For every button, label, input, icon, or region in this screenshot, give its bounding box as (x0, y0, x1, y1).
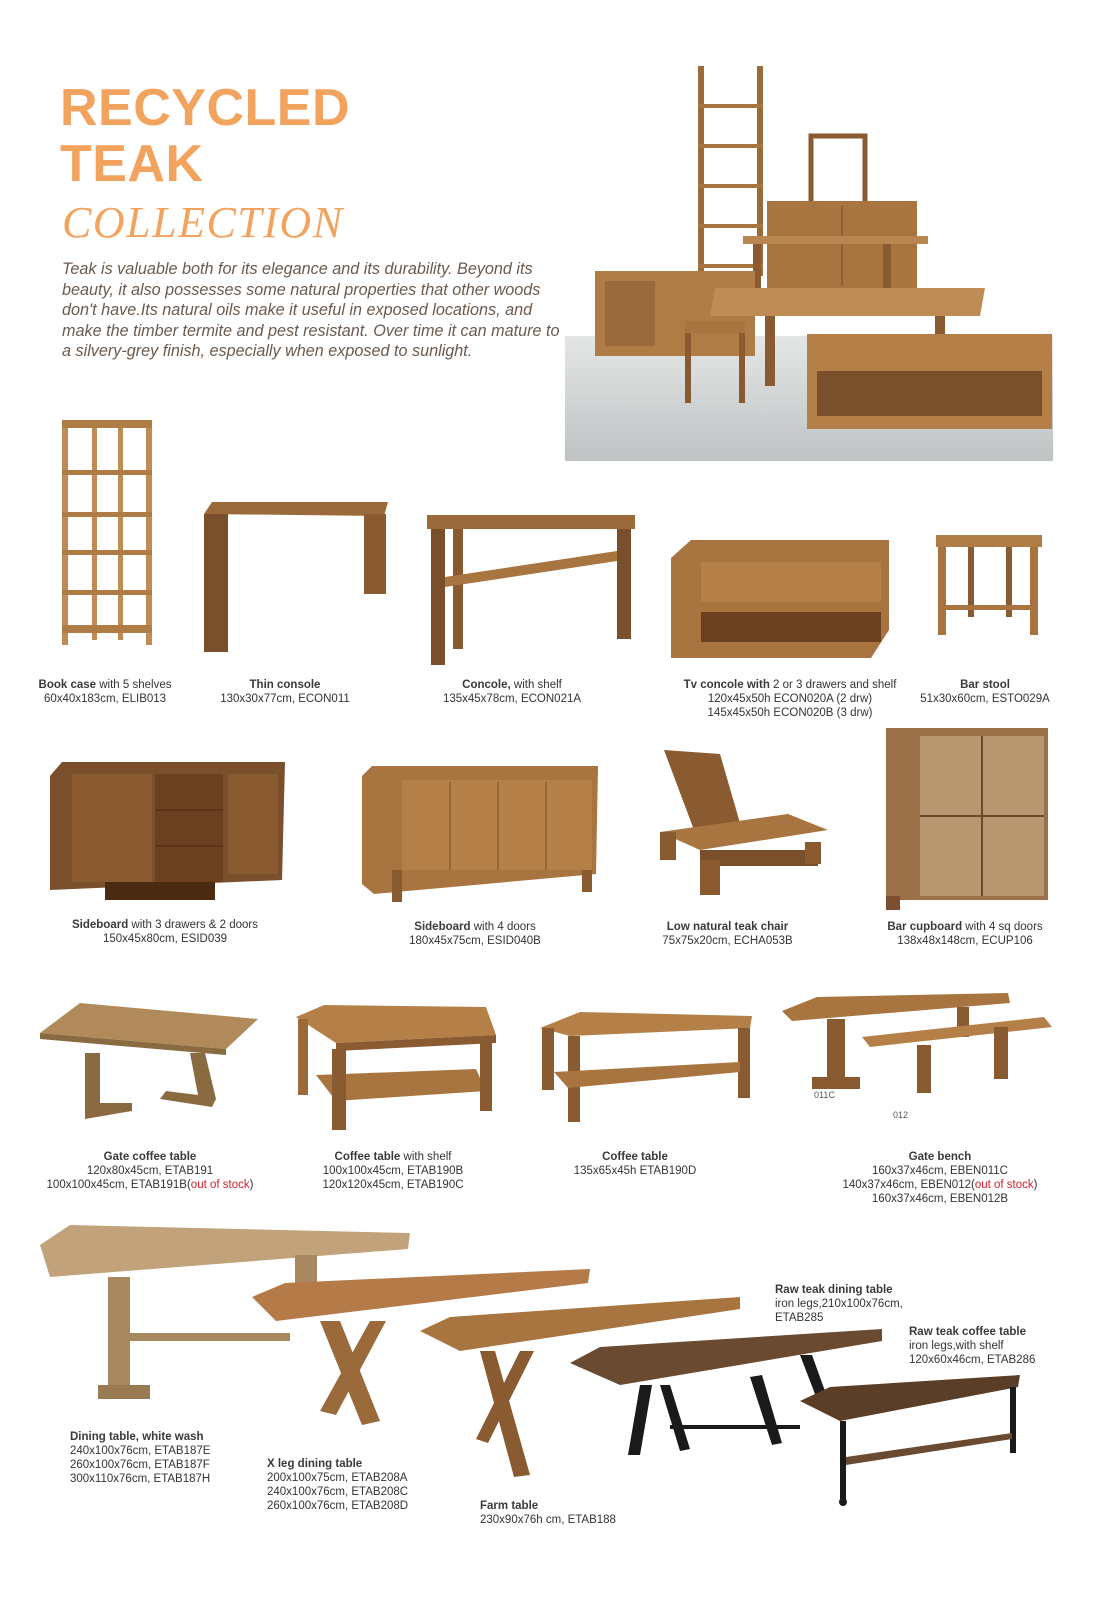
gate-bench-image (782, 993, 1052, 1093)
caption-dining-white-wash: Dining table, white wash 240x100x76cm, ETAB187E 260x100x76cm, ETAB187F 300x110x76cm, ETAB187H (70, 1431, 211, 1485)
caption-tv-console: Tv concole with 2 or 3 drawers and shelf 120x45x50h ECON020A (2 drw) 145x45x50h ECON020B (3 drw) (683, 679, 897, 719)
caption-sideboard-3d2d: Sideboard with 3 drawers & 2 doors 150x45x80cm, ESID039 (72, 919, 258, 945)
caption-coffee-table: Coffee table 135x65x45h ETAB190D (573, 1151, 697, 1177)
bookcase-image (62, 420, 154, 645)
sideboard-4d-image (362, 766, 598, 902)
caption-raw-coffee: Raw teak coffee table iron legs,with shelf 120x60x46cm, ETAB286 (909, 1326, 1036, 1366)
caption-raw-dining: Raw teak dining table iron legs,210x100x76cm, ETAB285 (775, 1284, 903, 1324)
caption-coffee-table-shelf: Coffee table with shelf 100x100x45cm, ETAB190B 120x120x45cm, ETAB190C (322, 1151, 464, 1191)
caption-low-chair: Low natural teak chair 75x75x20cm, ECHA053B (662, 921, 793, 947)
bar-cupboard-image (886, 728, 1048, 910)
title-collection: COLLECTION (62, 198, 344, 247)
caption-x-leg-dining: X leg dining table 200x100x75cm, ETAB208A 240x100x76cm, ETAB208C 260x100x76cm, ETAB208D (267, 1458, 409, 1512)
out-of-stock-label: out of stock (190, 1179, 250, 1191)
low-chair-image (660, 750, 828, 895)
tv-console-image (671, 540, 889, 658)
caption-gate-bench: Gate bench 160x37x46cm, EBEN011C 140x37x46cm, EBEN012(out of stock) 160x37x46cm, EBEN012B (842, 1151, 1038, 1205)
caption-sideboard-4d: Sideboard with 4 doors 180x45x75cm, ESID040B (409, 921, 541, 947)
title-recycled: RECYCLED (60, 79, 351, 137)
caption-thin-console: Thin console 130x30x77cm, ECON011 (220, 679, 350, 705)
console-shelf-image (427, 515, 635, 665)
sideboard-3d2d-image (50, 762, 285, 900)
caption-farm-table: Farm table 230x90x76h cm, ETAB188 (480, 1500, 616, 1526)
caption-bar-stool: Bar stool 51x30x60cm, ESTO029A (920, 679, 1050, 705)
thin-console-image (204, 502, 388, 652)
bench-tag-012: 012 (893, 1110, 909, 1120)
collection-group-photo (565, 66, 1053, 461)
gate-coffee-table-image (40, 1003, 258, 1125)
bar-stool-image (936, 535, 1042, 635)
caption-bar-cupboard: Bar cupboard with 4 sq doors 138x48x148cm, ECUP106 (887, 921, 1043, 947)
coffee-table-shelf-image (296, 1005, 496, 1130)
coffee-table-image (540, 1012, 752, 1122)
intro-paragraph: Teak is valuable both for its elegance and its durability. Beyond its beauty, it also possesses some natural properties that other woods don't have.Its natural oils make it useful in exposed locations, and make the timber termite and pest resistant. Over time it can mature to a silvery-grey finish, especially when exposed to sunlight. (62, 260, 560, 361)
out-of-stock-label: out of stock (974, 1179, 1034, 1191)
caption-bookcase: Book case with 5 shelves 60x40x183cm, ELIB013 (38, 679, 172, 705)
title-teak: TEAK (60, 135, 204, 193)
bench-tag-011c: 011C (814, 1090, 835, 1100)
caption-console-shelf: Concole, with shelf 135x45x78cm, ECON021A (442, 679, 582, 705)
caption-gate-coffee-table: Gate coffee table 120x80x45cm, ETAB191 100x100x45cm, ETAB191B(out of stock) (46, 1151, 254, 1191)
